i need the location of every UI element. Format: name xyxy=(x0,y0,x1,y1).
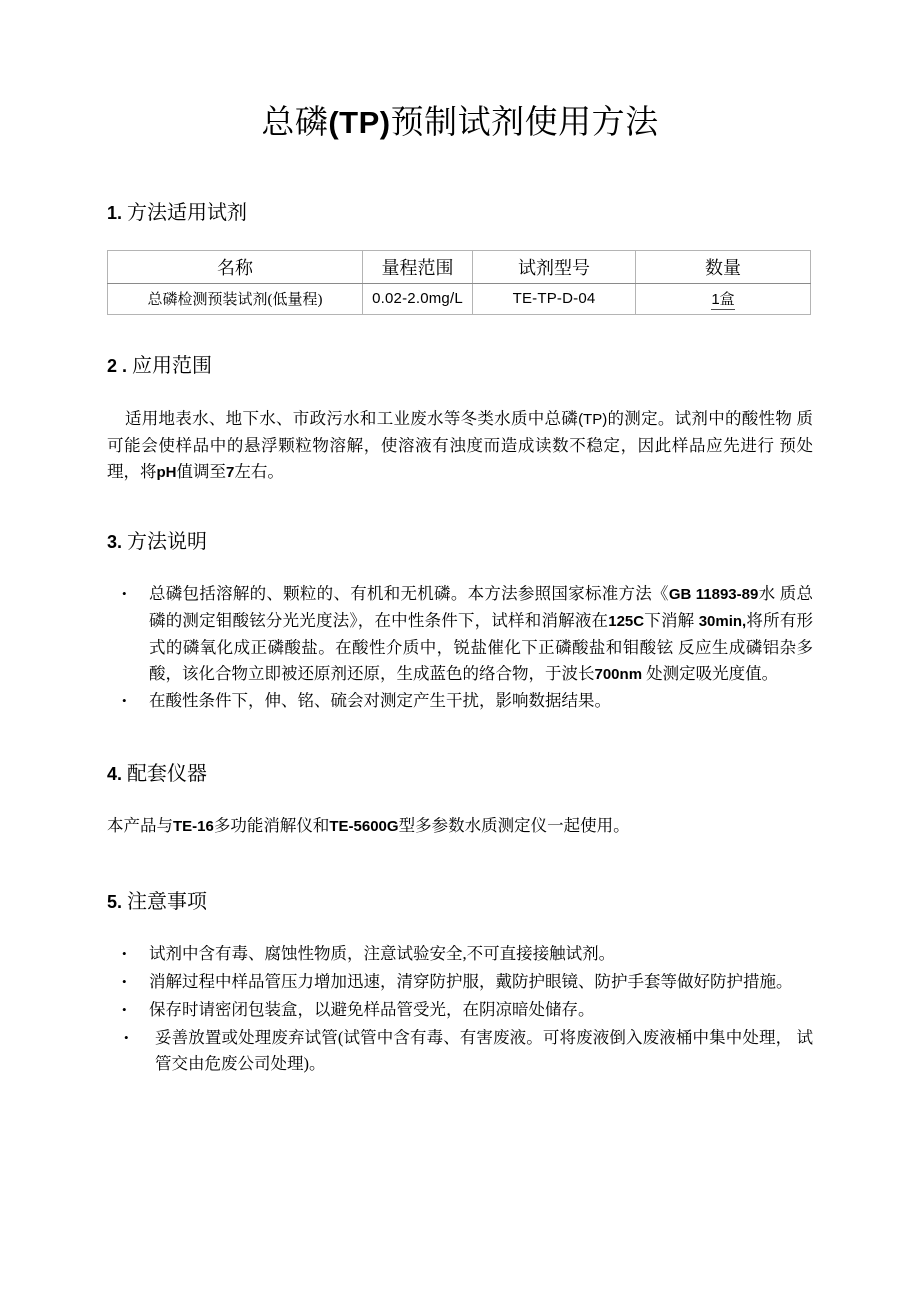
scope-text-4: 左右。 xyxy=(234,461,284,481)
method-text-3: 下消解 xyxy=(644,610,699,630)
section-number-3: 3. xyxy=(107,531,123,552)
table-row xyxy=(108,283,811,314)
cell-reagent-model: TE-TP-D-04 xyxy=(473,283,636,314)
method-text-4: 将所有形式的磷氧化成正磷酸盐。在酸性介质中，锐盐催化下正磷酸盐和钼酸铉 反应生成磷铝杂多酸，该化合物立即被还原剂还原，生成蓝色的络合物，于波长 xyxy=(149,610,814,683)
column-header-model: 试剂型号 xyxy=(473,250,636,283)
section-number-1: 1. xyxy=(107,202,123,223)
method-interference-text: 在酸性条件下，伸、铭、硫会对测定产生干扰，影响数据结果。 xyxy=(149,690,611,710)
document-content xyxy=(107,0,813,1077)
instrument-paragraph xyxy=(107,813,813,840)
list-item: • 保存时请密闭包装盒，以避免样品管受光，在阴凉暗处储存。 xyxy=(107,997,813,1023)
page-title xyxy=(107,0,813,144)
scope-text-2: 的测定。试剂中的酸性物 质可能会使样品中的悬浮颗粒物溶解，使溶液有浊度而造成读数不稳定，因此样品应先进行 预处理，将 xyxy=(107,408,814,481)
column-header-name: 名称 xyxy=(108,250,363,283)
page-title-suffix: 预制试剂使用方法 xyxy=(390,105,659,141)
scope-text-3: 值调至 xyxy=(176,461,226,481)
page-title-prefix: 总磷 xyxy=(261,105,329,141)
scope-latin-ph: pH xyxy=(156,463,177,481)
section-number-2: 2 . xyxy=(107,355,128,376)
method-bullet-list xyxy=(107,581,813,714)
method-text-2: 水 质总磷的测定钼酸铉分光光度法》，在中性条件下，试样和消解液在 xyxy=(149,583,814,630)
section-title-5: 注意事项 xyxy=(127,890,208,913)
cell-reagent-name: 总磷检测预装试剂(低量程) xyxy=(108,283,363,314)
list-item xyxy=(107,581,813,688)
scope-latin-seven: 7 xyxy=(226,463,235,481)
cell-measuring-range: 0.02-2.0mg/L xyxy=(363,283,473,314)
list-item: • 消解过程中样品管压力增加迅速，清穿防护服，戴防护眼镜、防护手套等做好防护措施。 xyxy=(107,969,813,995)
instrument-text-1: 本产品与 xyxy=(107,815,173,835)
section-title-3: 方法说明 xyxy=(127,530,208,553)
section-title-1: 方法适用试剂 xyxy=(127,201,248,224)
column-header-range: 量程范围 xyxy=(363,250,473,283)
section-heading-1 xyxy=(107,201,813,226)
instrument-model-digester: TE-16 xyxy=(173,817,214,835)
section-heading-5 xyxy=(107,890,813,915)
section-heading-4 xyxy=(107,762,813,787)
page-title-latin: (TP) xyxy=(328,105,391,140)
method-duration: 30min, xyxy=(698,612,747,630)
list-item: • 试剂中含有毒、腐蚀性物质，注意试验安全,不可直接接触试剂。 xyxy=(107,941,813,967)
cell-quantity-number: 1 xyxy=(711,291,720,309)
method-standard-code: GB 11893-89 xyxy=(668,585,759,603)
section-number-5: 5. xyxy=(107,891,123,912)
section-title-4: 配套仪器 xyxy=(127,762,208,785)
cell-quantity-unit: 盒 xyxy=(719,291,735,309)
method-text-1: 总磷包括溶解的、颗粒的、有机和无机磷。本方法参照国家标准方法《 xyxy=(149,583,669,603)
cell-quantity xyxy=(636,283,811,314)
method-text-5: 处测定吸光度值。 xyxy=(642,663,779,683)
scope-paragraph xyxy=(107,406,813,486)
method-wavelength: 700nm xyxy=(594,665,643,683)
notes-bullet-list xyxy=(107,941,813,1077)
section-number-4: 4. xyxy=(107,763,123,784)
instrument-text-3: 型多参数水质测定仪一起使用。 xyxy=(398,815,630,835)
section-title-2: 应用范围 xyxy=(132,354,213,377)
reagent-spec-table xyxy=(107,250,811,315)
section-heading-2 xyxy=(107,354,813,379)
method-temperature: 125C xyxy=(608,612,645,630)
section-heading-3 xyxy=(107,530,813,555)
list-item xyxy=(107,688,813,714)
column-header-quantity: 数量 xyxy=(636,250,811,283)
list-item: • 妥善放置或处理废弃试管(试管中含有毒、有害废液。可将废液倒入废液桶中集中处理， 试管交由危废公司处理)。 xyxy=(107,1025,813,1077)
scope-latin-tp: (TP) xyxy=(578,410,608,428)
instrument-model-analyzer: TE-5600G xyxy=(329,817,399,835)
scope-text-1: 适用地表水、地下水、市政污水和工业废水等冬类水质中总磷 xyxy=(125,408,579,428)
instrument-text-2: 多功能消解仪和 xyxy=(213,815,330,835)
table-header-row xyxy=(108,250,811,283)
